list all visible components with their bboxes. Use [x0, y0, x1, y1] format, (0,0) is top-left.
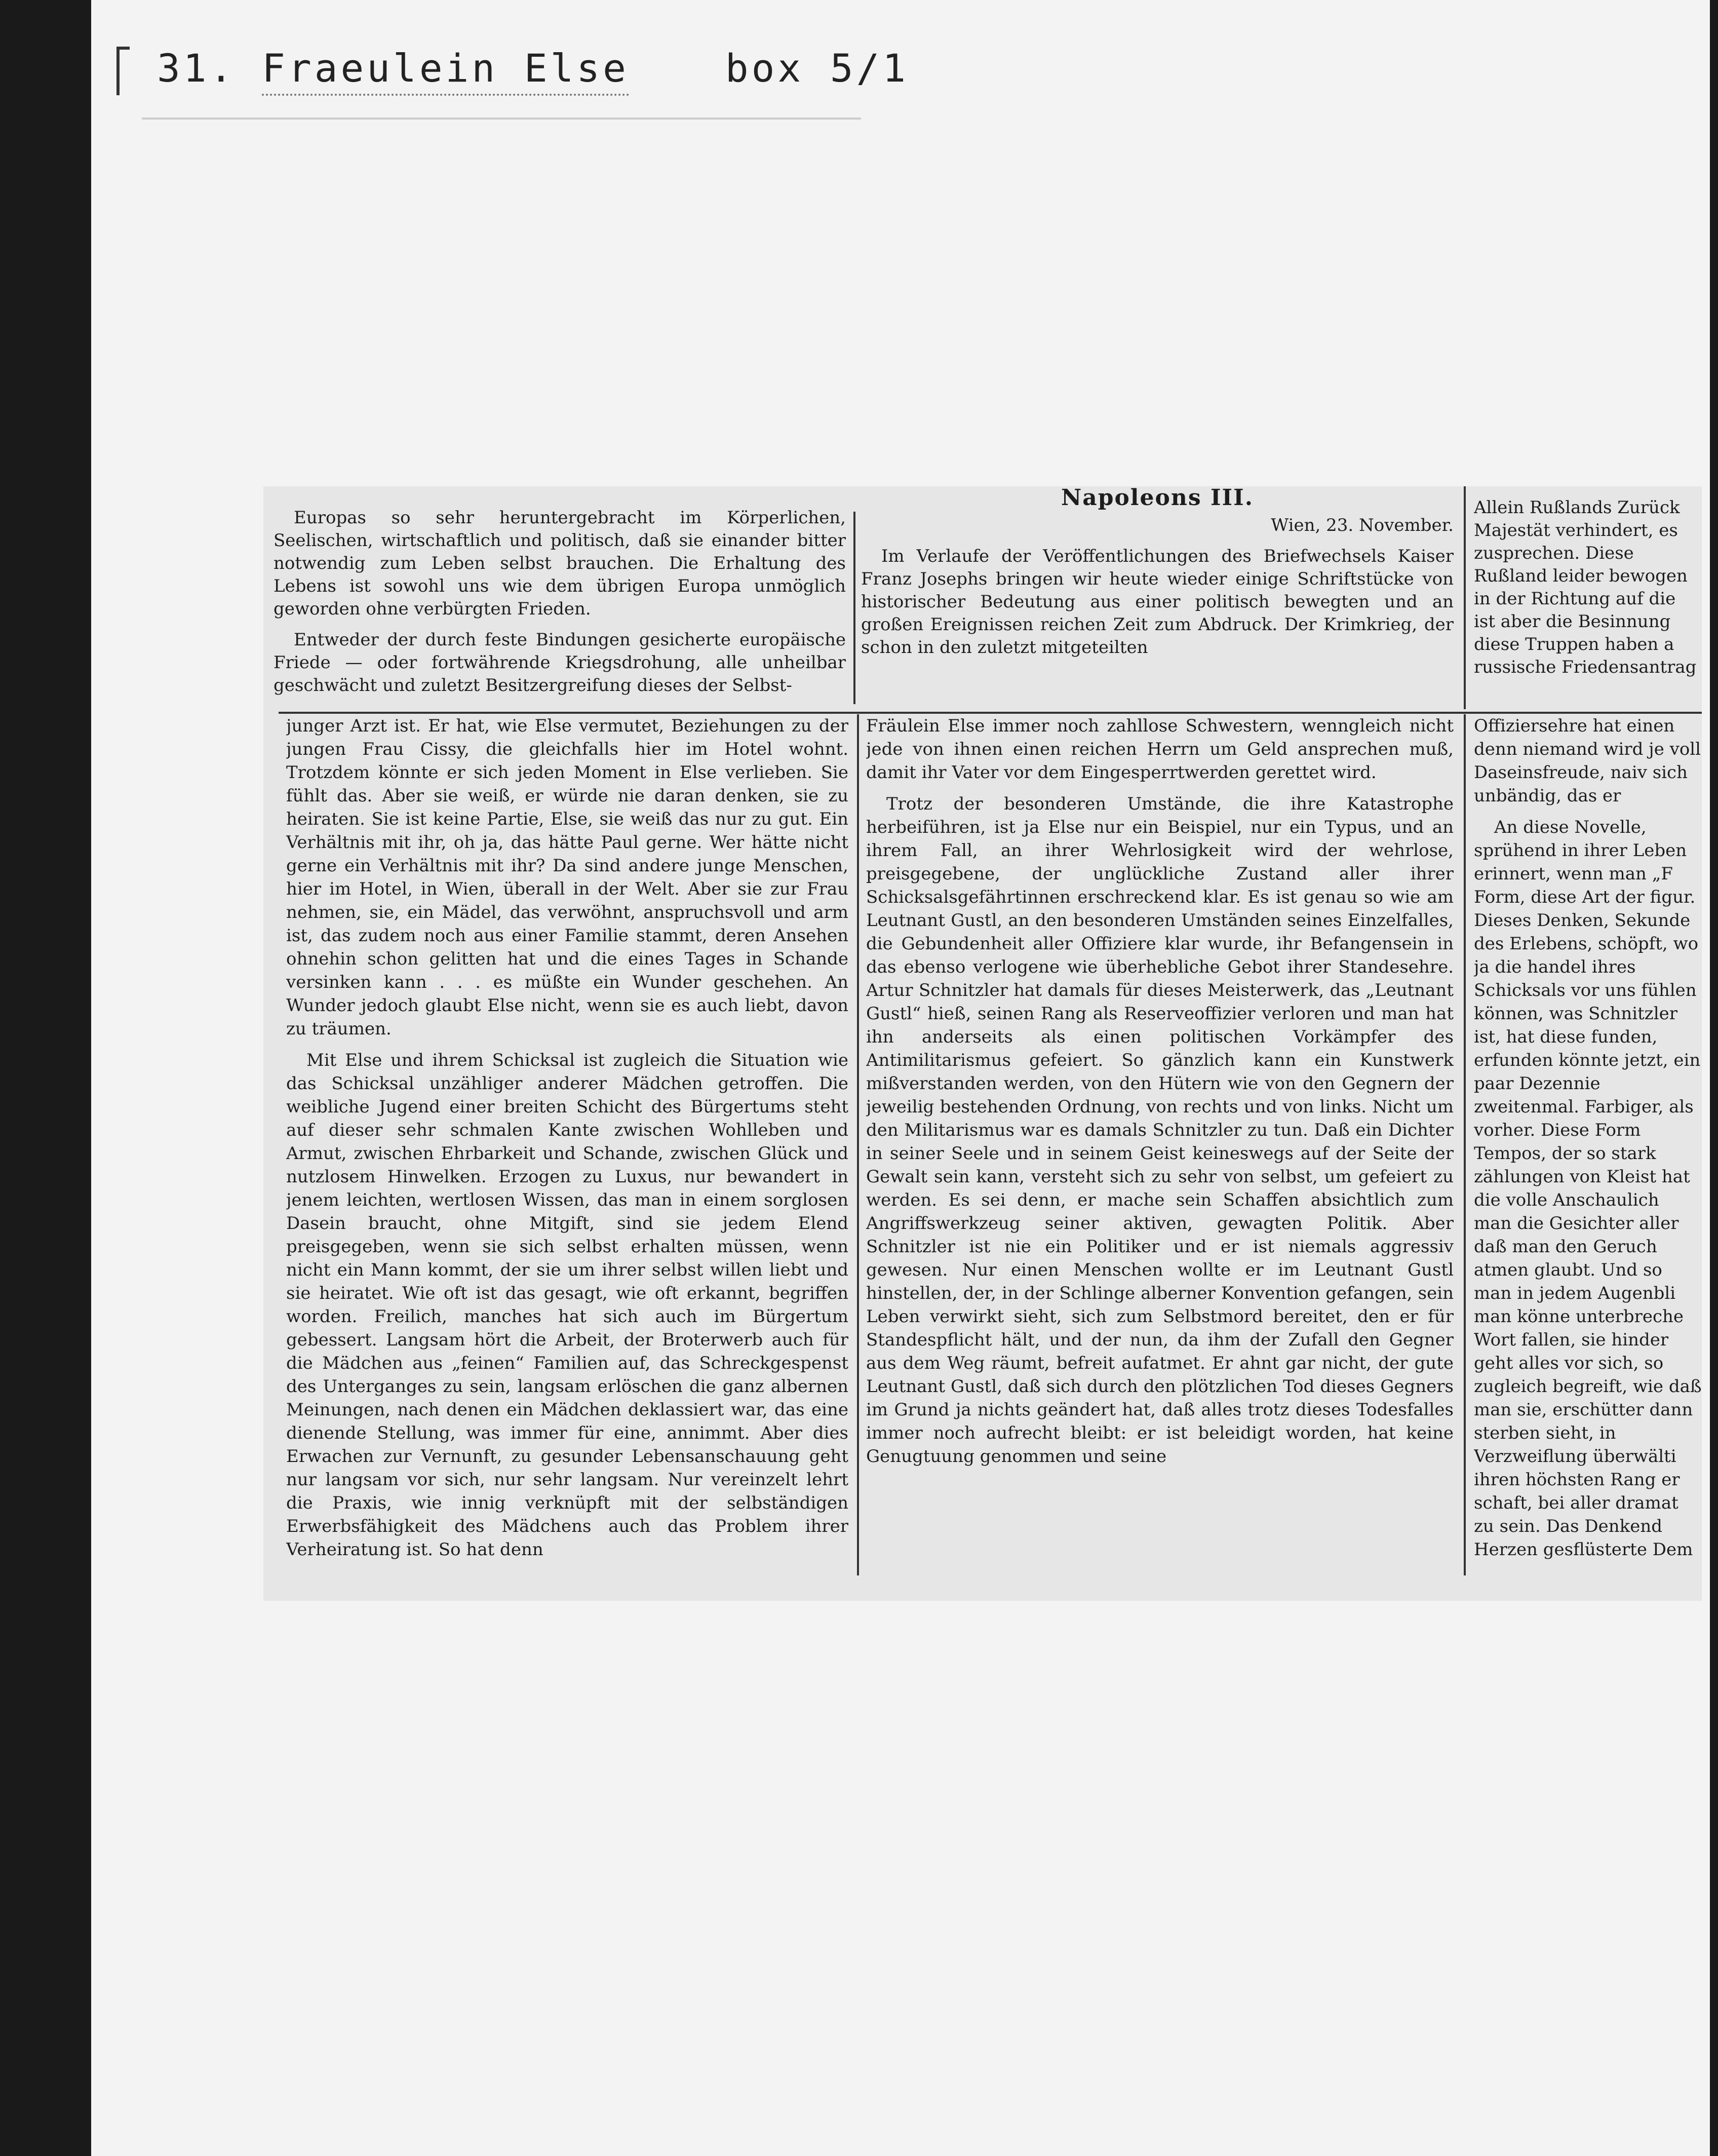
item-title: Fraeulein Else: [262, 46, 629, 96]
box-label: box 5/1: [725, 46, 909, 91]
bottom-left-column: [286, 714, 848, 1586]
bottom-middle-column: [866, 714, 1454, 1586]
top-divider-2: [1464, 486, 1466, 709]
bottom-right-column: [1474, 714, 1702, 1586]
article-headline: Napoleons III.: [1061, 486, 1254, 511]
bottom-left-p1: junger Arzt ist. Er hat, wie Else vermutet, Beziehungen zu der jungen Frau Cissy, die gleichfalls hier im Hotel wohnt. Trotzdem könnte er sich jeden Moment in Else verlieben. Sie fühlt das. Aber sie weiß, er würde nie daran denken, sie zu heiraten. Sie ist keine Partie, Else, sie weiß das nur zu gut. Ein Verhältnis mit ihr, oh ja, das hätte Paul gerne. Wer hätte nicht gerne ein Verhältnis mit ihr? Da sind andere junge Menschen, hier im Hotel, in Wien, überall in der Welt. Aber sie zur Frau nehmen, sie, ein Mädel, das verwöhnt, anspruchsvoll und arm ist, das zudem noch aus einer Familie stammt, deren Ansehen ohnehin schon gelitten hat und die eines Tages in Schande versinken kann . . . es müßte ein Wunder geschehen. An Wunder jedoch glaubt Else nicht, wenn sie es auch liebt, davon zu träumen.: [286, 716, 848, 1039]
bottom-divider-2: [1464, 714, 1466, 1575]
header-rule: [142, 118, 861, 120]
clipping-top-strip: [263, 486, 1702, 709]
archive-header: [157, 46, 909, 101]
top-middle-text: Im Verlaufe der Veröffentlichungen des Briefwechsels Kaiser Franz Josephs bringen wir heute wieder einige Schriftstücke von historischer Bedeutung aus einer politisch bewegten und an großen Ereignissen reichen Zeit zum Abdruck. Der Krimkrieg, der schon in den zuletzt mitgeteilten: [861, 546, 1454, 658]
dateline: Wien, 23. November.: [1271, 515, 1454, 535]
top-left-text: Europas so sehr heruntergebracht im Körperlichen, Seelischen, wirtschaftlich und politisch, daß sie einander bitter notwendig zum Leben selbst brauchen. Die Erhaltung des Lebens ist sowohl uns wie dem übrigen Europa unmöglich geworden ohne verbürgten Frieden.: [274, 508, 846, 619]
bottom-right-p1: Offiziersehre hat einen denn niemand wird je voll Daseinsfreude, naiv sich unbändig, das er: [1474, 716, 1701, 806]
scan-edge: [1710, 0, 1718, 2156]
top-left-text-2: Entweder der durch feste Bindungen gesicherte europäische Friede — oder fortwährende Kriegsdrohung, alle unheilbar geschwächt und zuletzt Besitzergreifung dieses der Selbst-: [274, 630, 846, 696]
top-left-column: [274, 507, 846, 704]
corner-bracket: [116, 47, 130, 95]
top-divider-1: [853, 512, 855, 704]
top-middle-column: [861, 486, 1454, 709]
bottom-middle-p2: Trotz der besonderen Umstände, die ihre Katastrophe herbeiführen, ist ja Else nur ein Beispiel, nur ein Typus, und an ihrem Fall, an ihrer Wehrlosigkeit wird der wehrlose, preisgegebene, der unglückliche Zustand aller ihrer Schicksalsgefährtinnen erschreckend klar. Es ist genau so wie am Leutnant Gustl, an den besonderen Umständen seines Einzelfalles, die Gebundenheit aller Offiziere klar wurde, ihr Befangensein in das ebenso verlogene wie überhebliche Gebot ihrer Standesehre. Artur Schnitzler hat damals für dieses Meisterwerk, das „Leutnant Gustl“ hieß, seinen Rang als Reserveoffizier verloren und man hat ihn anderseits als einen politischen Vorkämpfer des Antimilitarismus gefeiert. So gänzlich kann ein Kunstwerk mißverstanden werden, von den Hütern wie von den Gegnern der jeweilig bestehenden Ordnung, von rechts und von links. Nicht um den Militarismus war es damals Schnitzler zu tun. Daß ein Dichter in seiner Seele und in seinem Geist keineswegs auf der Seite der Gewalt sein kann, versteht sich zu sehr von selbst, um gefeiert zu werden. Es sei denn, er mache sein Schaffen absichtlich zum Angriffswerkzeug seiner aktiven, gewagten Politik. Aber Schnitzler ist nie ein Politiker und er ist niemals aggressiv gewesen. Nur einen Menschen wollte er im Leutnant Gustl hinstellen, der, in der Schlinge alberner Konvention gefangen, sein Leben verwirkt sieht, sich zum Selbstmord bereitet, den er für Standespflicht hält, und der nun, da ihm der Zufall den Gegner aus dem Weg räumt, befreit aufatmet. Er ahnt gar nicht, der gute Leutnant Gustl, daß sich durch den plötzlichen Tod dieses Gegners im Grund ja nichts geändert hat, daß alles trotz dieses Todesfalles immer noch aufrecht bleibt: er ist beleidigt worden, hat keine Genugtuung genommen und seine: [866, 794, 1454, 1467]
clipping-bottom-strip: [263, 714, 1702, 1601]
item-number: 31.: [157, 46, 236, 91]
bottom-left-p2: Mit Else und ihrem Schicksal ist zugleich die Situation wie das Schicksal unzähliger anderer Mädchen getroffen. Die weibliche Jugend einer breiten Schicht des Bürgertums steht auf dieser sehr schmalen Kante zwischen Wohlleben und Armut, zwischen Ehrbarkeit und Schande, zwischen Glück und nutzlosem Hinwelken. Erzogen zu Luxus, nur bewandert in jenem leichten, wertlosen Wissen, das man in einem sorglosen Dasein braucht, ohne Mitgift, sind sie jedem Elend preisgegeben, wenn sie sich selbst erhalten müssen, wenn nicht ein Mann kommt, der sie um ihrer selbst willen liebt und sie heiratet. Wie oft ist das gesagt, wie oft erkannt, begriffen worden. Freilich, manches hat sich auch im Bürgertum gebessert. Langsam hört die Arbeit, der Broterwerb auch für die Mädchen aus „feinen“ Familien auf, das Schreckgespenst des Unterganges zu sein, langsam erlöschen die ganz albernen Meinungen, nach denen ein Mädchen deklassiert war, das eine dienende Stellung, was immer für eine, annimmt. Aber dies Erwachen zur Vernunft, zu gesunder Lebensanschauung geht nur langsam vor sich, nur sehr langsam. Nur vereinzelt lehrt die Praxis, wie innig verknüpft mit der selbständigen Erwerbsfähigkeit des Mädchens auch das Problem ihrer Verheiratung ist. So hat denn: [286, 1050, 848, 1560]
bottom-middle-p1: Fräulein Else immer noch zahllose Schwestern, wenngleich nicht jede von ihnen einen reichen Herrn um Geld ansprechen muß, damit ihr Vater vor dem Eingesperrtwerden gerettet wird.: [866, 716, 1454, 783]
bottom-right-p2: An diese Novelle, sprühend in ihrer Leben erinnert, wenn man „F Form, diese Art der figur. Dieses Denken, Sekunde des Erlebens, schöpft, wo ja die handel ihres Schicksals vor uns fühlen können, was Schnitzler ist, hat diese funden, erfunden könnte jetzt, ein paar Dezennie zweitenmal. Farbiger, als vorher. Diese Form Tempos, der so stark zählungen von Kleist hat die volle Anschaulich man die Gesichter aller daß man den Geruch atmen glaubt. Und so man in jedem Augenbli man könne unterbreche Wort fallen, sie hinder geht alles vor sich, so zugleich begreift, wie daß man sie, erschütter dann sterben sieht, in Verzweiflung überwälti ihren höchsten Rang er schaft, bei aller dramat zu sein. Das Denkend Herzen gesflüsterte Dem: [1474, 817, 1702, 1560]
top-right-text: Allein Rußlands Zurück Majestät verhindert, es zusprechen. Diese Rußland leider bewogen in der Richtung auf die ist aber die Besinnung diese Truppen haben a russische Friedensantrag: [1474, 497, 1697, 677]
bottom-divider-1: [857, 714, 859, 1575]
newspaper-clipping: [263, 486, 1702, 1601]
clipping-separator: [279, 712, 1702, 714]
top-right-column: [1474, 496, 1702, 709]
